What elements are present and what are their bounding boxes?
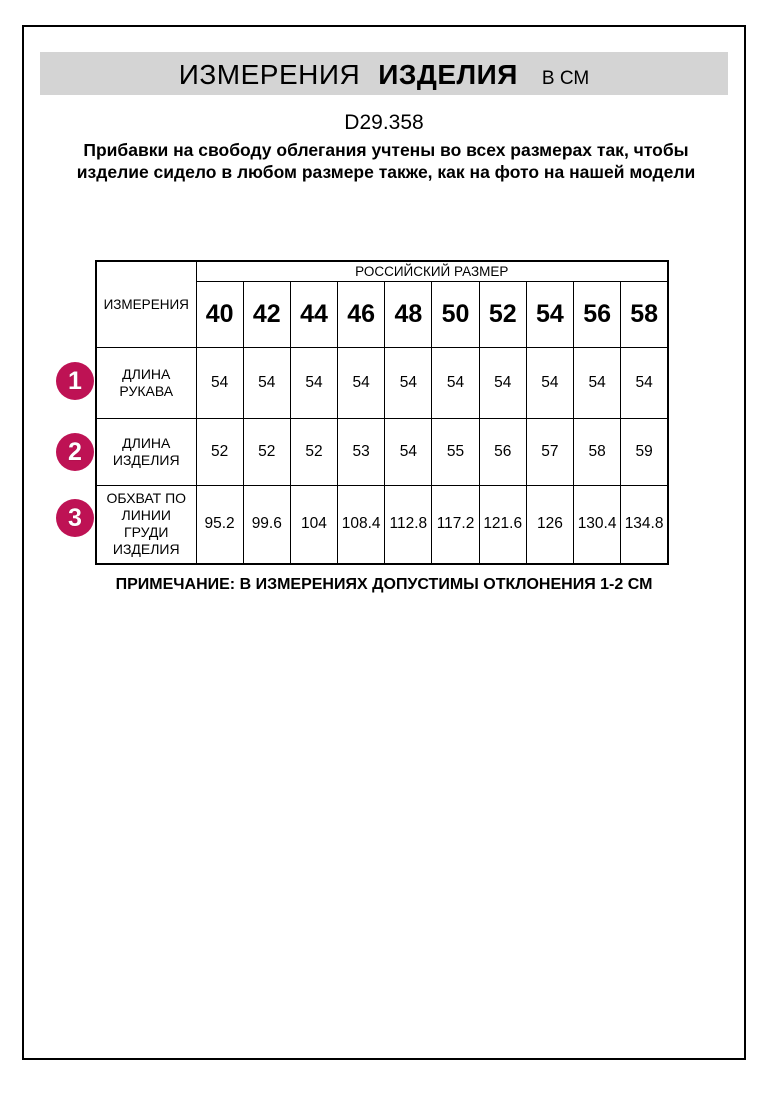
measurement-value: 59	[621, 418, 668, 485]
row-badge-2	[56, 433, 94, 471]
row-badge-1	[56, 362, 94, 400]
measurement-value: 108.4	[338, 485, 385, 564]
measurement-row	[96, 485, 668, 564]
measurement-value: 54	[432, 347, 479, 418]
measurement-value: 130.4	[574, 485, 621, 564]
measurement-value: 54	[385, 418, 432, 485]
page-title-bold: ИЗДЕЛИЯ	[378, 59, 518, 90]
measurement-value: 54	[385, 347, 432, 418]
size-column-header: 42	[243, 281, 290, 347]
measurement-value: 117.2	[432, 485, 479, 564]
row-badge-2-number: 2	[68, 437, 82, 466]
row-badge-1-number: 1	[68, 366, 82, 395]
measurement-row-label: ДЛИНА ИЗДЕЛИЯ	[96, 418, 196, 485]
fit-description: Прибавки на свободу облегания учтены во всех размерах так, чтобы изделие сидело в любом размере также, как на фото на нашей модели	[76, 140, 696, 182]
size-column-header: 50	[432, 281, 479, 347]
measurement-value: 134.8	[621, 485, 668, 564]
size-column-header: 52	[479, 281, 526, 347]
measurement-value: 54	[479, 347, 526, 418]
measurement-value: 112.8	[385, 485, 432, 564]
measurement-value: 95.2	[196, 485, 243, 564]
measurement-value: 56	[479, 418, 526, 485]
measurement-value: 54	[621, 347, 668, 418]
row-badge-3	[56, 499, 94, 537]
measurement-value: 52	[243, 418, 290, 485]
size-column-header: 54	[526, 281, 573, 347]
page-title: ИЗМЕРЕНИЯ	[178, 59, 361, 90]
size-column-header: 58	[621, 281, 668, 347]
size-group-header: РОССИЙСКИЙ РАЗМЕР	[196, 261, 668, 281]
group-header-row	[96, 261, 668, 281]
measurements-header: ИЗМЕРЕНИЯ	[96, 261, 196, 347]
measurement-value: 58	[574, 418, 621, 485]
size-column-header: 40	[196, 281, 243, 347]
product-code: D29.358	[344, 111, 424, 134]
measurement-value: 54	[290, 347, 337, 418]
size-column-header: 44	[290, 281, 337, 347]
measurement-value: 54	[338, 347, 385, 418]
size-table-body	[96, 347, 668, 564]
measurement-value: 54	[243, 347, 290, 418]
measurement-value: 54	[526, 347, 573, 418]
measurement-value: 52	[290, 418, 337, 485]
measurement-value: 99.6	[243, 485, 290, 564]
tolerance-note: ПРИМЕЧАНИЕ: В ИЗМЕРЕНИЯХ ДОПУСТИМЫ ОТКЛОНЕНИЯ 1-2 СМ	[115, 576, 653, 593]
measurement-row-label: ДЛИНА РУКАВА	[96, 347, 196, 418]
size-column-header: 56	[574, 281, 621, 347]
measurement-row	[96, 418, 668, 485]
measurement-value: 126	[526, 485, 573, 564]
measurement-value: 54	[574, 347, 621, 418]
measurement-value: 52	[196, 418, 243, 485]
title-unit: В СМ	[541, 68, 590, 89]
measurement-value: 121.6	[479, 485, 526, 564]
measurement-value: 104	[290, 485, 337, 564]
size-column-header: 48	[385, 281, 432, 347]
measurement-value: 54	[196, 347, 243, 418]
measurement-row-label: ОБХВАТ ПО ЛИНИИ ГРУДИ ИЗДЕЛИЯ	[96, 485, 196, 564]
measurement-value: 57	[526, 418, 573, 485]
size-table-head	[96, 261, 668, 347]
measurement-value: 55	[432, 418, 479, 485]
size-table	[95, 260, 669, 565]
measurement-value: 53	[338, 418, 385, 485]
page-border	[22, 25, 746, 1060]
row-badge-3-number: 3	[68, 503, 82, 532]
measurement-row	[96, 347, 668, 418]
size-column-header: 46	[338, 281, 385, 347]
title-bar	[40, 52, 728, 95]
